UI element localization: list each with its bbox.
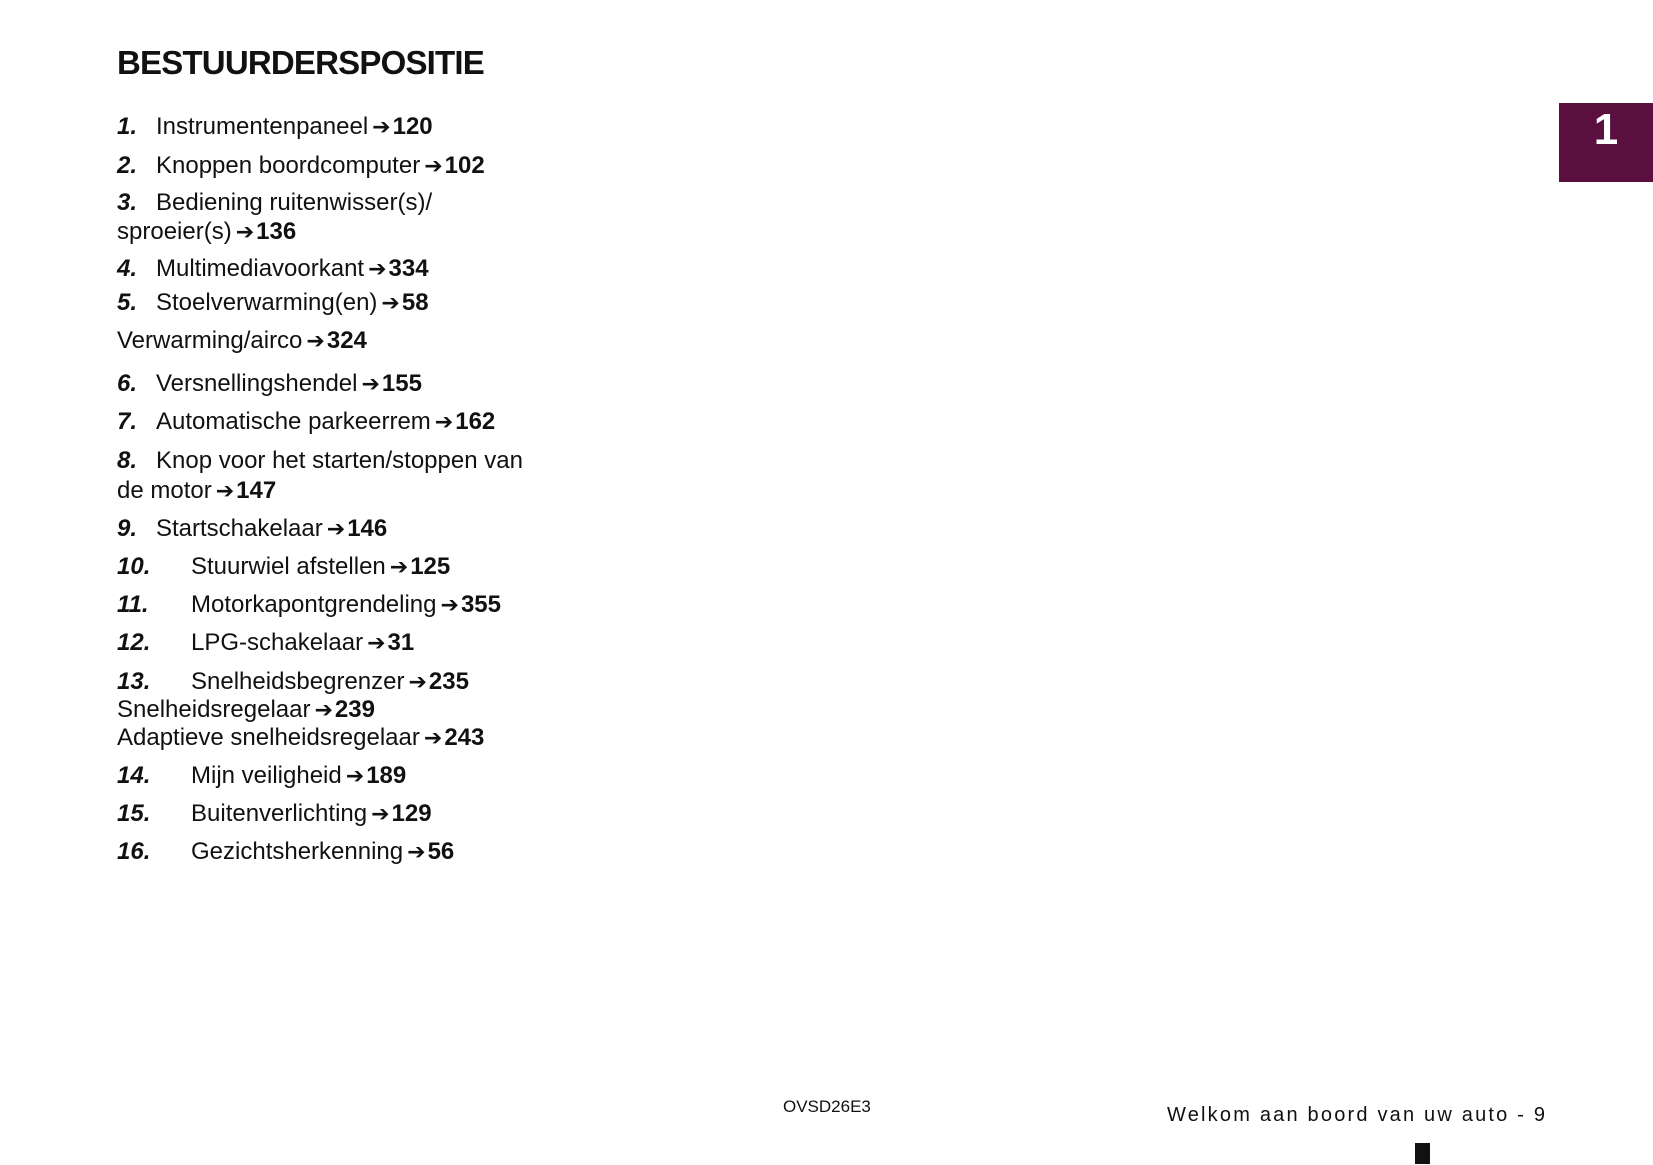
page-reference: 136: [256, 218, 297, 245]
item-number: 10.: [117, 553, 151, 580]
page-reference: 58: [401, 289, 429, 316]
page-title: BESTUURDERSPOSITIE: [117, 44, 484, 81]
list-item: [117, 189, 432, 217]
right-arrow-icon: ➔: [372, 114, 391, 139]
item-label: LPG-schakelaar: [191, 629, 364, 656]
page-reference: 125: [410, 553, 451, 580]
item-label: Mijn veiligheid: [191, 762, 342, 789]
page-reference: 31: [387, 629, 415, 656]
item-number: 6.: [117, 370, 138, 397]
right-arrow-icon: ➔: [326, 516, 346, 541]
item-label: sproeier(s): [117, 218, 232, 245]
item-number: 16.: [117, 838, 151, 865]
item-number: 14.: [117, 762, 151, 789]
list-item: [117, 477, 276, 505]
right-arrow-icon: ➔: [361, 371, 380, 396]
item-label: Knoppen boordcomputer: [156, 152, 421, 179]
item-number: 5.: [117, 289, 138, 316]
item-label: Snelheidsregelaar: [117, 696, 311, 723]
page-reference: 147: [236, 477, 277, 504]
item-number: 11.: [117, 591, 149, 618]
item-number: 3.: [117, 189, 138, 216]
right-arrow-icon: ➔: [371, 801, 390, 826]
item-label: Adaptieve snelheidsregelaar: [117, 724, 420, 751]
page-reference: 162: [455, 408, 496, 435]
right-arrow-icon: ➔: [367, 630, 386, 655]
right-arrow-icon: ➔: [345, 763, 365, 788]
item-label: de motor: [117, 477, 212, 504]
list-item: [117, 696, 375, 724]
right-arrow-icon: ➔: [215, 478, 235, 503]
item-label: Buitenverlichting: [191, 800, 368, 827]
item-label: Stoelverwarming(en): [156, 289, 378, 316]
right-arrow-icon: ➔: [235, 219, 255, 244]
item-number: 1.: [117, 113, 138, 140]
page-reference: 129: [391, 800, 432, 827]
page-reference: 324: [326, 327, 367, 354]
page-reference: 355: [460, 591, 501, 618]
item-number: 2.: [117, 152, 138, 179]
list-item: [117, 370, 422, 398]
item-number: 13.: [117, 668, 151, 695]
item-number: 12.: [117, 629, 151, 656]
right-arrow-icon: ➔: [424, 153, 443, 178]
list-item: [117, 668, 469, 696]
right-arrow-icon: ➔: [389, 554, 409, 579]
list-item: [117, 152, 485, 180]
item-label: Gezichtsherkenning: [191, 838, 404, 865]
list-item: [117, 113, 433, 141]
item-label: Stuurwiel afstellen: [191, 553, 386, 580]
item-label: Bediening ruitenwisser(s)/: [156, 189, 433, 216]
item-number: 7.: [117, 408, 138, 435]
document-code: OVSD26E3: [783, 1097, 871, 1116]
chapter-tab: 1: [1559, 103, 1653, 182]
item-label: Knop voor het starten/stoppen van: [156, 447, 523, 474]
page-footer: Welkom aan boord van uw auto - 9: [1167, 1104, 1548, 1126]
page-marker: [1415, 1143, 1430, 1164]
list-item: [117, 218, 296, 246]
right-arrow-icon: ➔: [423, 725, 443, 750]
item-number: 9.: [117, 515, 138, 542]
item-label: Automatische parkeerrem: [156, 408, 431, 435]
page-reference: 239: [334, 696, 375, 723]
list-item: [117, 327, 367, 355]
list-item: [117, 762, 406, 790]
page-reference: 334: [388, 255, 429, 282]
list-item: [117, 255, 429, 283]
item-number: 15.: [117, 800, 151, 827]
list-item: [117, 629, 414, 657]
item-label: Motorkapontgrendeling: [191, 591, 437, 618]
right-arrow-icon: ➔: [314, 697, 333, 722]
page-reference: 146: [347, 515, 388, 542]
item-label: Verwarming/airco: [117, 327, 303, 354]
item-label: Snelheidsbegrenzer: [191, 668, 405, 695]
right-arrow-icon: ➔: [434, 409, 454, 434]
right-arrow-icon: ➔: [407, 839, 426, 864]
list-item: [117, 553, 450, 581]
item-label: Startschakelaar: [156, 515, 323, 542]
list-item: [117, 800, 432, 828]
page-reference: 155: [381, 370, 422, 397]
right-arrow-icon: ➔: [368, 256, 387, 281]
right-arrow-icon: ➔: [408, 669, 427, 694]
list-item: [117, 838, 454, 866]
list-item: [117, 515, 387, 543]
right-arrow-icon: ➔: [381, 290, 400, 315]
page-reference: 189: [366, 762, 407, 789]
page-reference: 120: [392, 113, 433, 140]
right-arrow-icon: ➔: [306, 328, 325, 353]
list-item: [117, 591, 501, 619]
item-label: Versnellingshendel: [156, 370, 358, 397]
item-label: Instrumentenpaneel: [156, 113, 369, 140]
page-reference: 102: [444, 152, 485, 179]
list-item: [117, 408, 495, 436]
page-reference: 235: [428, 668, 469, 695]
list-item: [117, 724, 484, 752]
page-reference: 56: [427, 838, 455, 865]
page-reference: 243: [444, 724, 485, 751]
item-number: 4.: [117, 255, 138, 282]
list-item: [117, 289, 429, 317]
item-number: 8.: [117, 447, 138, 474]
list-item: [117, 447, 523, 475]
right-arrow-icon: ➔: [440, 592, 459, 617]
item-label: Multimediavoorkant: [156, 255, 365, 282]
